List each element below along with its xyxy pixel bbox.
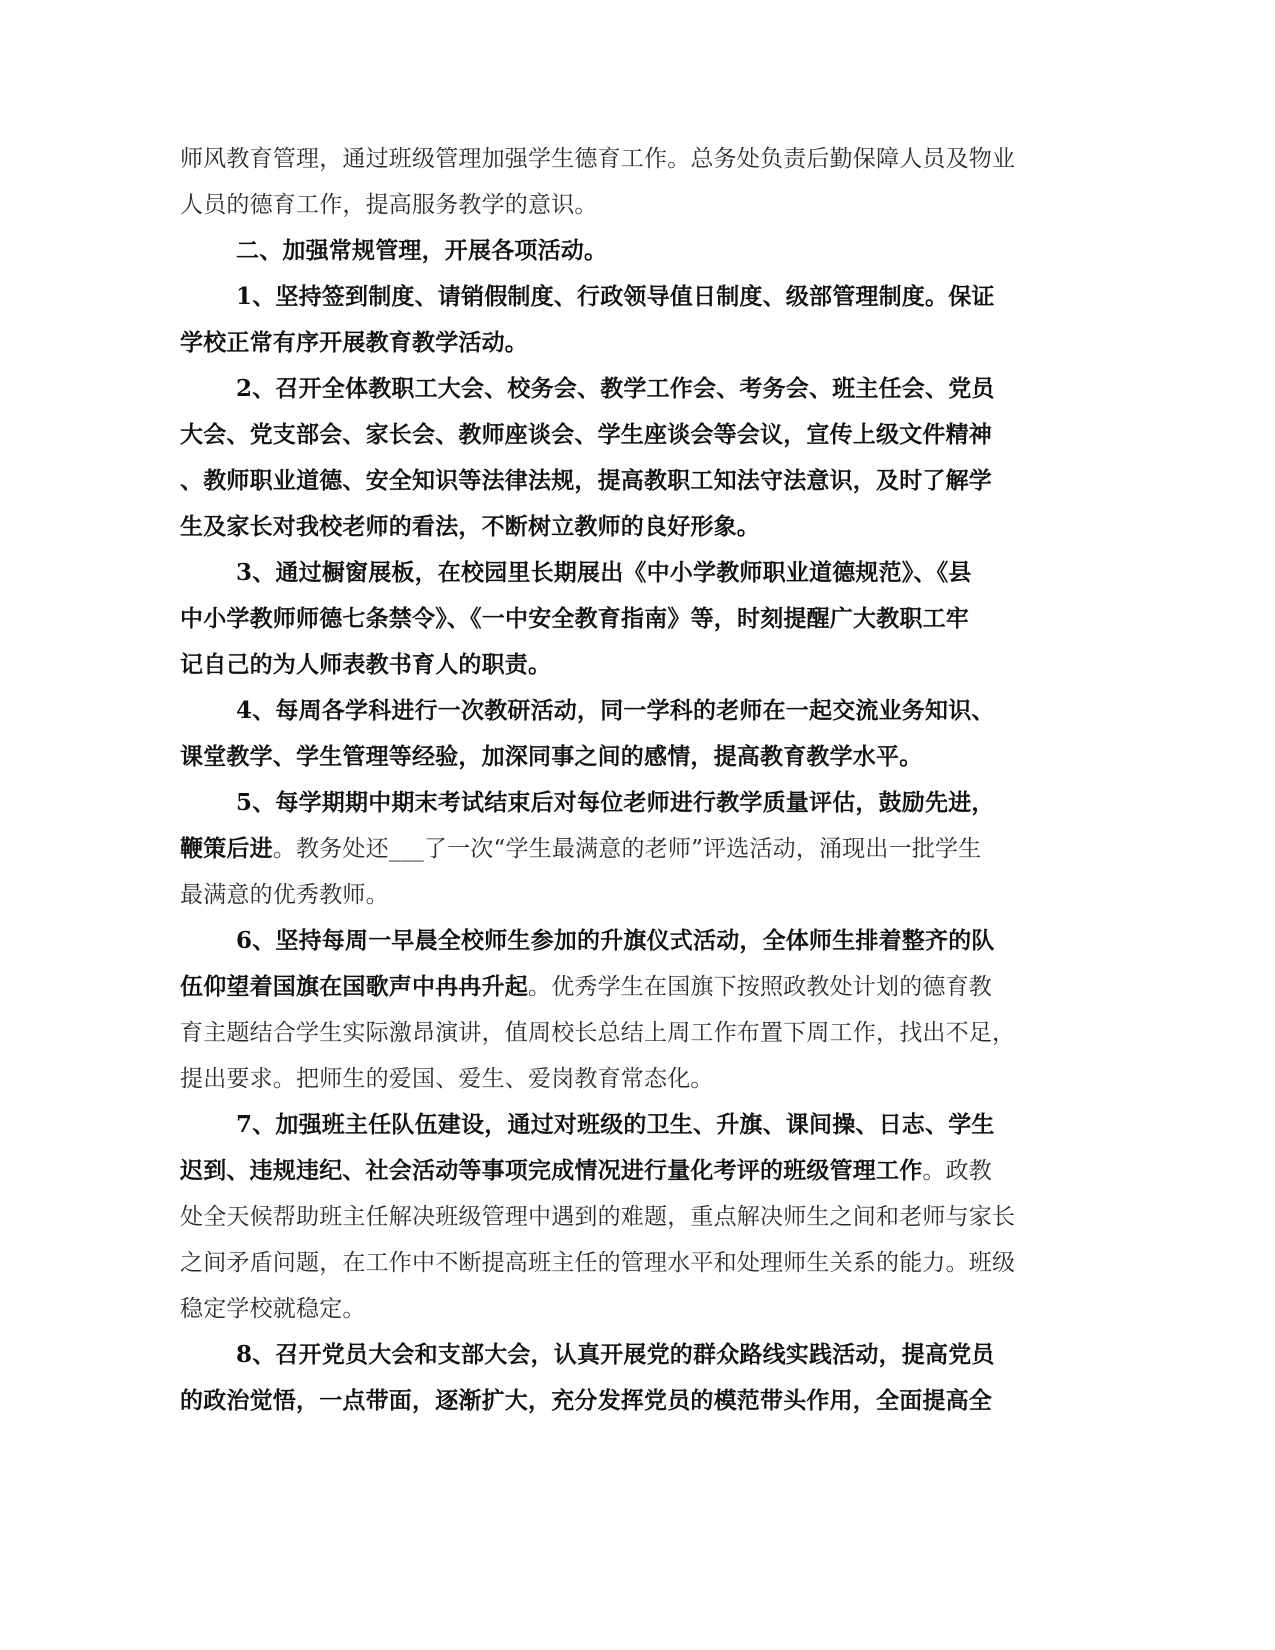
paragraph-first-line bbox=[180, 228, 1040, 274]
bold-text-segment: 生及家长对我校老师的看法，不断树立教师的良好形象。 bbox=[180, 513, 760, 540]
text-segment: 提出要求。把师生的爱国、爱生、爱岗教育常态化。 bbox=[180, 1066, 714, 1092]
text-line bbox=[180, 504, 1040, 550]
bold-text-segment: 6、坚持每周一早晨全校师生参加的升旗仪式活动，全体师生排着整齐的队 bbox=[236, 927, 995, 954]
text-line bbox=[180, 596, 1040, 642]
text-line bbox=[180, 1010, 1040, 1056]
text-line bbox=[180, 1378, 1040, 1424]
text-segment: 处全天候帮助班主任解决班级管理中遇到的难题，重点解决师生之间和老师与家长 bbox=[180, 1204, 1016, 1230]
text-line bbox=[180, 1240, 1040, 1286]
bold-text-segment: 学校正常有序开展教育教学活动。 bbox=[180, 329, 528, 356]
text-line bbox=[180, 1194, 1040, 1240]
bold-text-segment: 伍仰望着国旗在国歌声中冉冉升起 bbox=[180, 973, 528, 1000]
text-line bbox=[180, 458, 1040, 504]
paragraph-first-line bbox=[180, 550, 1040, 596]
text-segment: 育主题结合学生实际激昂演讲，值周校长总结上周工作布置下周工作，找出不足， bbox=[180, 1020, 1016, 1046]
bold-text-segment: 5、每学期期中期末考试结束后对每位老师进行教学质量评估，鼓励先进， bbox=[236, 789, 995, 816]
paragraph-first-line bbox=[180, 1102, 1040, 1148]
text-segment: 人员的德育工作，提高服务教学的意识。 bbox=[180, 192, 598, 218]
bold-text-segment: 4、每周各学科进行一次教研活动，同一学科的老师在一起交流业务知识、 bbox=[236, 697, 995, 724]
text-line bbox=[180, 1148, 1040, 1194]
text-line bbox=[180, 412, 1040, 458]
text-line bbox=[180, 182, 1040, 228]
text-line bbox=[180, 1056, 1040, 1102]
bold-text-segment: 、教师职业道德、安全知识等法律法规，提高教职工知法守法意识，及时了解学 bbox=[180, 467, 992, 494]
paragraph-first-line bbox=[180, 780, 1040, 826]
bold-text-segment: 中小学教师师德七条禁令》、《一中安全教育指南》等，时刻提醒广大教职工牢 bbox=[180, 605, 969, 632]
text-segment: 之间矛盾问题，在工作中不断提高班主任的管理水平和处理师生关系的能力。班级 bbox=[180, 1250, 1016, 1276]
bold-text-segment: 2、召开全体教职工大会、校务会、教学工作会、考务会、班主任会、党员 bbox=[236, 375, 995, 402]
text-line bbox=[180, 964, 1040, 1010]
text-line bbox=[180, 872, 1040, 918]
text-line bbox=[180, 320, 1040, 366]
paragraph-first-line bbox=[180, 1332, 1040, 1378]
paragraph-first-line bbox=[180, 274, 1040, 320]
bold-text-segment: 的政治觉悟，一点带面，逐渐扩大，充分发挥党员的模范带头作用，全面提高全 bbox=[180, 1387, 992, 1414]
text-line bbox=[180, 136, 1040, 182]
bold-text-segment: 课堂教学、学生管理等经验，加深同事之间的感情，提高教育教学水平。 bbox=[180, 743, 923, 770]
bold-text-segment: 二、加强常规管理，开展各项活动。 bbox=[236, 237, 608, 264]
text-line bbox=[180, 1286, 1040, 1332]
paragraph-first-line bbox=[180, 688, 1040, 734]
bold-text-segment: 大会、党支部会、家长会、教师座谈会、学生座谈会等会议，宣传上级文件精神 bbox=[180, 421, 992, 448]
bold-text-segment: 7、加强班主任队伍建设，通过对班级的卫生、升旗、课间操、日志、学生 bbox=[236, 1111, 995, 1138]
bold-text-segment: 记自己的为人师表教书育人的职责。 bbox=[180, 651, 552, 678]
bold-text-segment: 迟到、违规违纪、社会活动等事项完成情况进行量化考评的班级管理工作 bbox=[180, 1157, 923, 1184]
paragraph-first-line bbox=[180, 918, 1040, 964]
bold-text-segment: 3、通过橱窗展板，在校园里长期展出《中小学教师职业道德规范》、《县 bbox=[236, 559, 972, 586]
bold-text-segment: 8、召开党员大会和支部大会，认真开展党的群众路线实践活动，提高党员 bbox=[236, 1341, 995, 1368]
paragraph-first-line bbox=[180, 366, 1040, 412]
text-segment: 。优秀学生在国旗下按照政教处计划的德育教 bbox=[528, 974, 992, 1000]
text-line bbox=[180, 642, 1040, 688]
text-segment: 稳定学校就稳定。 bbox=[180, 1296, 366, 1322]
bold-text-segment: 1、坚持签到制度、请销假制度、行政领导值日制度、级部管理制度。保证 bbox=[236, 283, 995, 310]
text-segment: 。教务处还___了一次“学生最满意的老师”评选活动，涌现出一批学生 bbox=[272, 836, 982, 862]
text-segment: 最满意的优秀教师。 bbox=[180, 882, 389, 908]
text-line bbox=[180, 734, 1040, 780]
bold-text-segment: 鞭策后进 bbox=[180, 835, 273, 862]
text-segment: 师风教育管理，通过班级管理加强学生德育工作。总务处负责后勤保障人员及物业 bbox=[180, 146, 1016, 172]
text-segment: 。政教 bbox=[922, 1158, 993, 1184]
document-page bbox=[180, 136, 1040, 1424]
text-line bbox=[180, 826, 1040, 872]
